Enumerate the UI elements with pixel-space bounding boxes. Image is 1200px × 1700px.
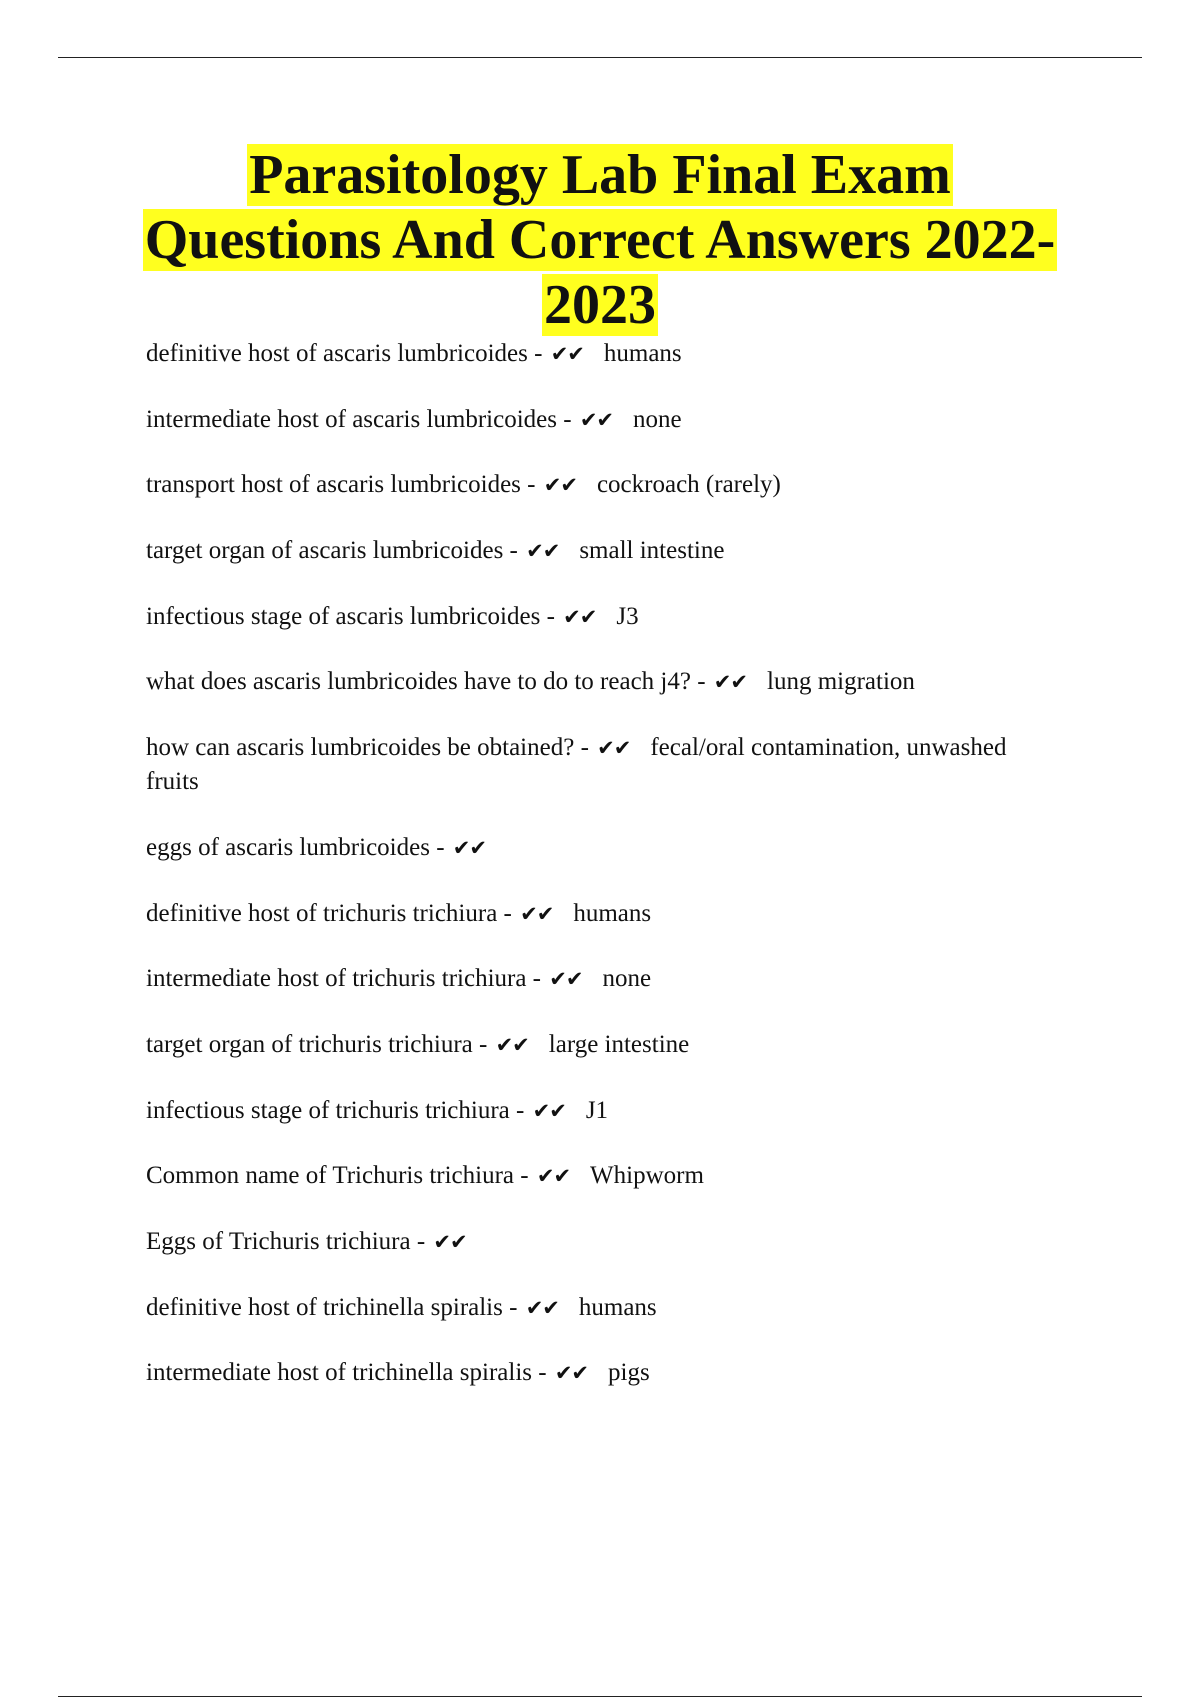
qa-item [146,731,1026,799]
double-check-icon: ✔✔ [579,407,614,432]
qa-item [146,1291,1046,1325]
question-text: intermediate host of trichinella spiralis - [146,1359,547,1387]
question-text: definitive host of ascaris lumbricoides - [146,340,543,367]
title-line-1: Parasitology Lab Final Exam [249,144,951,206]
qa-item [146,534,1046,568]
double-check-icon: ✔✔ [495,1032,529,1057]
double-check-icon: ✔✔ [452,835,486,860]
question-text: what does ascaris lumbricoides have to do to reach j4? - [146,668,706,696]
answer-text: cockroach (rarely) [596,471,781,499]
qa-item [146,1159,1046,1193]
title-line-2: Questions And Correct Answers 2022- [144,209,1056,271]
question-text: eggs of ascaris lumbricoides - [146,833,445,861]
qa-item [146,1356,1046,1390]
answer-text: humans [578,1293,657,1321]
question-text: intermediate host of ascaris lumbricoides - [146,405,572,433]
bottom-rule [58,1696,1142,1697]
qa-item [146,1094,1046,1128]
question-text: transport host of ascaris lumbricoides - [146,471,536,499]
double-check-icon: ✔✔ [532,1098,566,1123]
qa-item [146,1225,1046,1259]
answer-text: none [633,405,682,433]
qa-item [146,600,1046,634]
qa-item [146,831,1046,865]
qa-list [146,337,1046,1422]
document-title [100,143,1100,338]
double-check-icon: ✔✔ [520,901,554,926]
answer-text: lung migration [767,668,915,696]
double-check-icon: ✔✔ [597,736,631,761]
answer-text: none [602,965,652,993]
question-text: intermediate host of trichuris trichiura - [146,965,542,993]
question-text: infectious stage of ascaris lumbricoides - [146,602,555,630]
qa-item [146,665,1046,699]
double-check-icon: ✔✔ [554,1361,589,1386]
answer-text: small intestine [579,537,725,565]
question-text: definitive host of trichinella spiralis - [146,1293,518,1321]
double-check-icon: ✔✔ [549,967,583,992]
qa-item [146,337,1046,371]
qa-item [146,403,1046,437]
question-text: target organ of trichuris trichiura - [146,1030,488,1058]
double-check-icon: ✔✔ [525,1295,559,1320]
double-check-icon: ✔✔ [713,670,747,695]
answer-text: J1 [585,1096,609,1124]
qa-item [146,1028,1046,1062]
answer-text: humans [603,340,682,367]
qa-item [146,897,1046,931]
qa-item [146,468,1046,502]
question-text: target organ of ascaris lumbricoides - [146,537,518,565]
answer-text: J3 [616,602,639,630]
answer-text: fecal/oral contamination, unwashed fruits [146,734,1007,796]
qa-item [146,962,1046,996]
question-text: how can ascaris lumbricoides be obtained? - [146,734,589,762]
answer-text: large intestine [548,1030,690,1058]
double-check-icon: ✔✔ [433,1229,467,1254]
double-check-icon: ✔✔ [543,473,577,498]
answer-text: humans [573,899,652,927]
double-check-icon: ✔✔ [550,342,584,366]
question-text: Common name of Trichuris trichiura - [146,1162,529,1190]
answer-text: pigs [608,1359,650,1387]
double-check-icon: ✔✔ [536,1164,571,1189]
question-text: infectious stage of trichuris trichiura - [146,1096,525,1124]
question-text: Eggs of Trichuris trichiura - [146,1227,426,1255]
question-text: definitive host of trichuris trichiura - [146,899,512,927]
double-check-icon: ✔✔ [563,604,597,629]
title-line-3: 2023 [544,274,656,336]
top-rule [58,57,1142,58]
answer-text: Whipworm [590,1162,704,1190]
double-check-icon: ✔✔ [526,539,560,564]
